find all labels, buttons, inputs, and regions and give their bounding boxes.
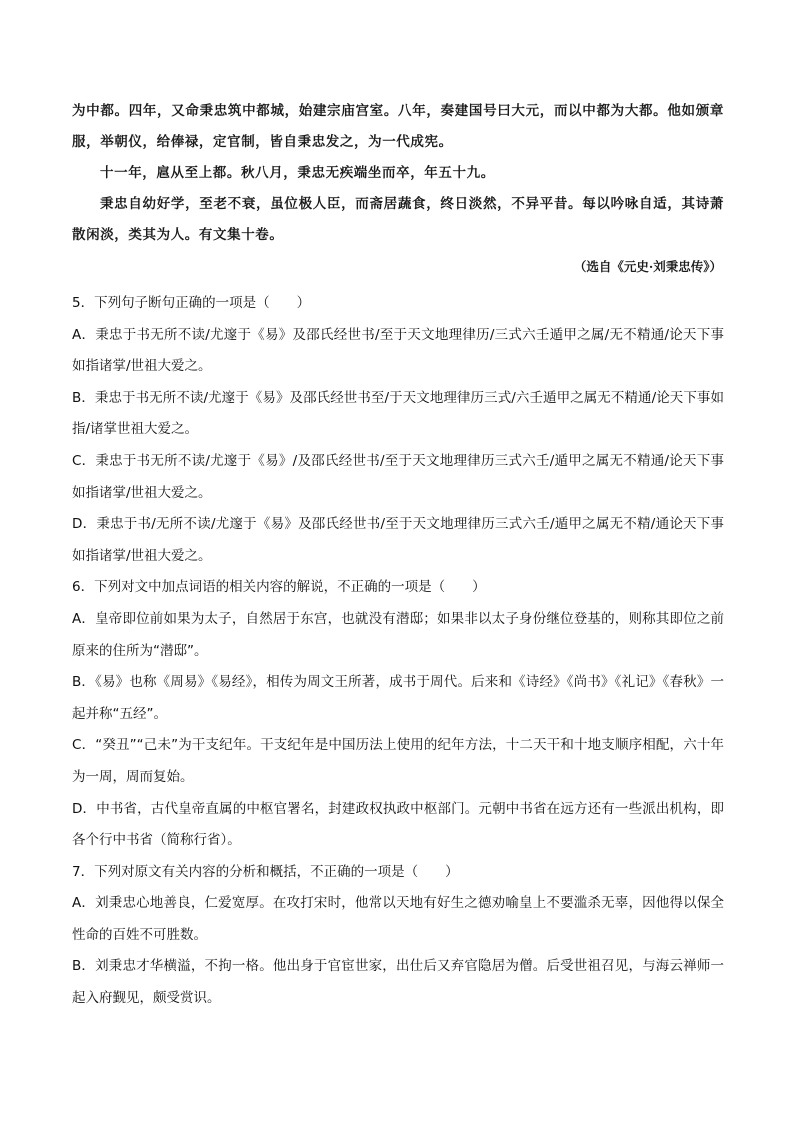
classical-passage <box>72 96 724 251</box>
question-5-stem: 5．下列句子断句正确的一项是（ ） <box>72 295 311 311</box>
passage-source: （选自《元史·刘秉忠传》） <box>573 259 722 274</box>
passage-paragraph-3: 秉忠自幼好学，至老不衰，虽位极人臣，而斋居蔬食，终日淡然，不异平昔。每以吟咏自适，其诗萧散闲淡，类其为人。有文集十卷。 <box>72 196 724 243</box>
question-6-stem: 6．下列对文中加点词语的相关内容的解说，不正确的一项是（ ） <box>72 579 486 596</box>
passage-paragraph-1: 为中都。四年，又命秉忠筑中都城，始建宗庙宫室。八年，奏建国号曰大元，而以中都为大都。他如颁章服，举朝仪，给俸禄，定官制，皆自秉忠发之，为一代成宪。 <box>72 103 724 150</box>
question-6-option-a: A．皇帝即位前如果为太子，自然居于东宫，也就没有潜邸；如果非以太子身份继位登基的，则称其即位之前原来的住所为“潜邸”。 <box>72 610 724 659</box>
question-5-option-c: C．秉忠于书无所不读/尤邃于《易》/及邵氏经世书/至于天文地理律历三式六壬/遁甲之属无不精通/论天下事如指诸掌/世祖大爱之。 <box>72 452 724 501</box>
question-5-option-d: D．秉忠于书/无所不读/尤邃于《易》及邵氏经世书/至于天文地理律历三式六壬/遁甲之属无不精/通论天下事如指诸掌/世祖大爱之。 <box>72 516 724 564</box>
question-7-stem: 7．下列对原文有关内容的分析和概括，不正确的一项是（ ） <box>72 863 459 880</box>
question-6-option-b: B．《易》也称《周易》《易经》，相传为周文王所著，成书于周代。后来和《诗经》《尚书》《礼记》《春秋》一起并称“五经”。 <box>72 674 724 722</box>
question-list <box>72 288 724 1015</box>
passage-paragraph-2: 十一年，扈从至上都。秋八月，秉忠无疾端坐而卒，年五十九。 <box>100 165 495 181</box>
question-5-option-b: B．秉忠于书无所不读/尤邃于《易》及邵氏经世书至/于天文地理律历三式/六壬遁甲之属无不精通/论天下事如指/诸掌世祖大爱之。 <box>72 389 724 438</box>
question-6-option-d: D．中书省，古代皇帝直属的中枢官署名，封建政权执政中枢部门。元朝中书省在远方还有一些派出机构，即各个行中书省（简称行省）。 <box>72 800 724 849</box>
question-7-option-a: A．刘秉忠心地善良，仁爱宽厚。在攻打宋时，他常以天地有好生之德劝喻皇上不要滥杀无辜，因他得以保全性命的百姓不可胜数。 <box>72 895 724 943</box>
question-6-option-c: C．“癸丑”“己未”为干支纪年。干支纪年是中国历法上使用的纪年方法，十二天干和十地支顺序相配，六十年为一周，周而复始。 <box>72 737 724 785</box>
question-7-option-b: B．刘秉忠才华横溢，不拘一格。他出身于官宦世家，出仕后又弃官隐居为僧。后受世祖召见，与海云禅师一起入府觐见，颇受赏识。 <box>72 958 724 1007</box>
question-5-option-a: A．秉忠于书无所不读/尤邃于《易》及邵氏经世书/至于天文地理律历/三式六壬遁甲之属/无不精通/论天下事如指诸掌/世祖大爱之。 <box>72 326 724 375</box>
